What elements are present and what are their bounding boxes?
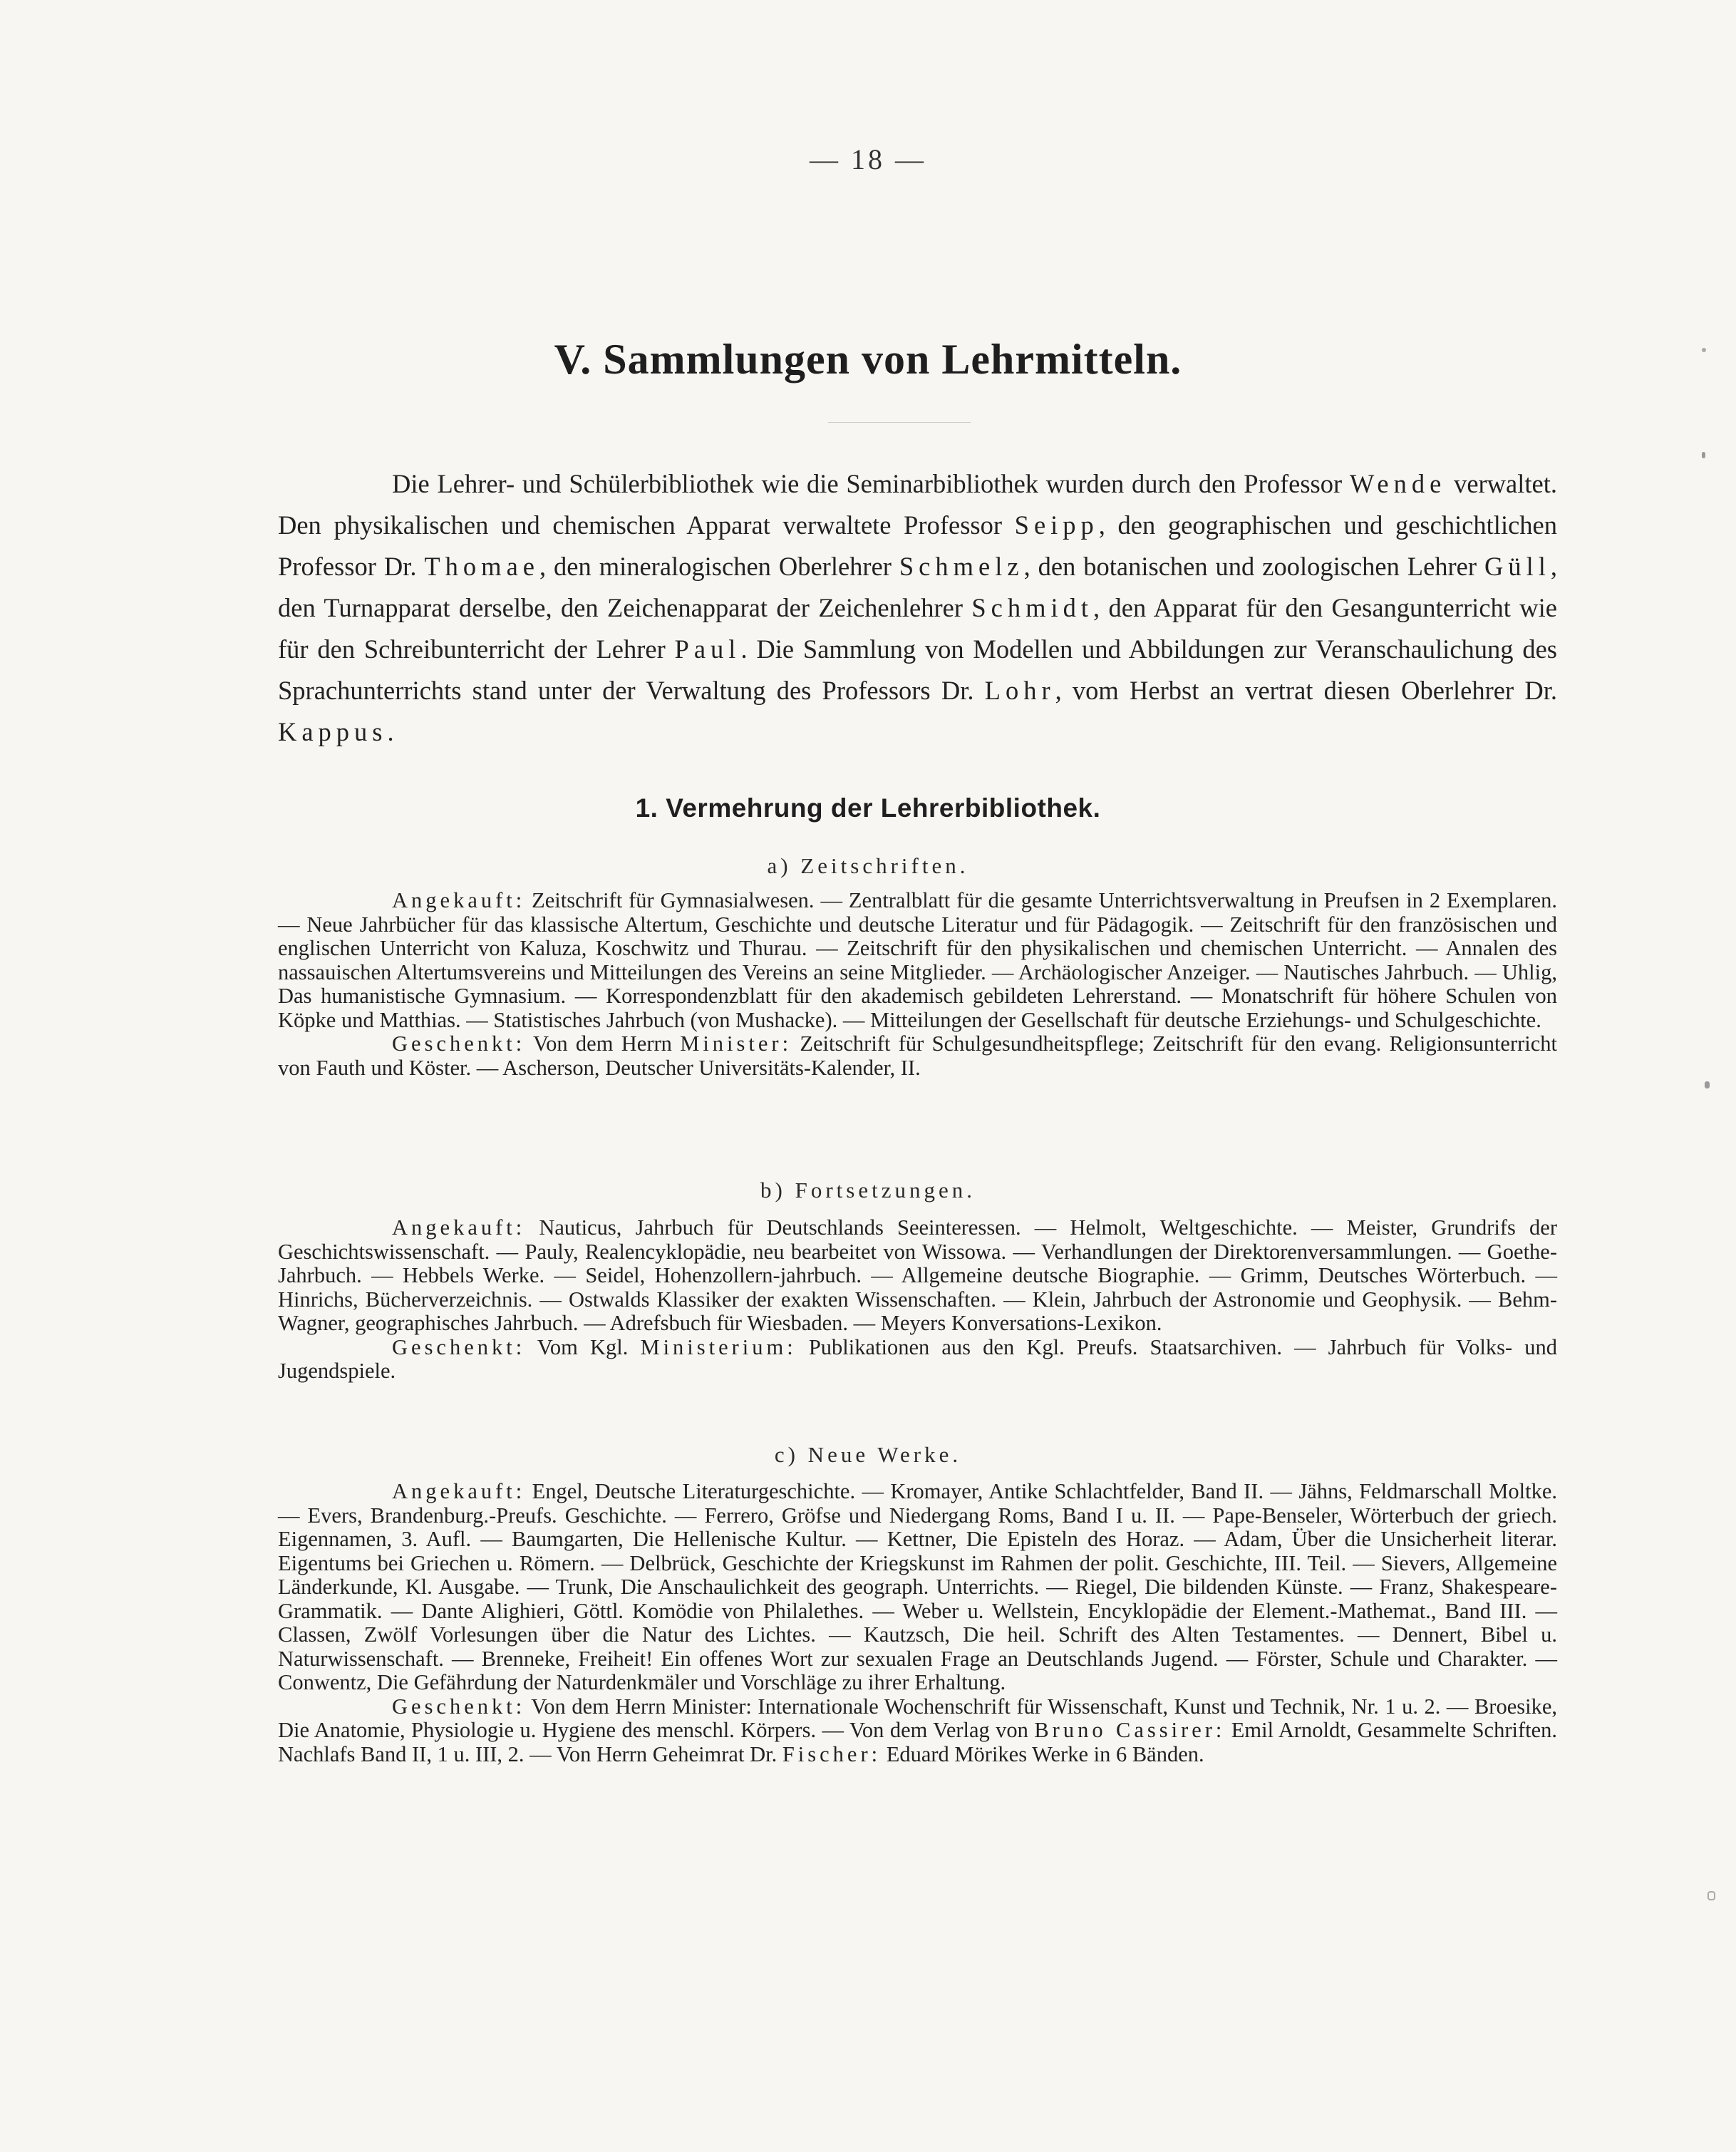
angekauft-label: Angekauft:: [392, 1479, 526, 1503]
ministerium-label: Ministerium:: [640, 1334, 797, 1359]
name-wende: Wende: [1349, 469, 1447, 498]
zeitschriften-angekauft: [278, 889, 1557, 1032]
scan-speck: [1702, 348, 1706, 352]
zeitschriften-geschenkt: [278, 1032, 1557, 1080]
angekauft-text: Engel, Deutsche Literaturgeschichte. — Kromayer, Antike Schlachtfelder, Band II. — Jähns, Feldmarschall Moltke. — Evers, Brandenburg.-Preufs. Geschichte. — Ferrero, Gröfse und Niedergang Roms, Band I u. II. — Pape-Benseler, Wörterbuch der griech. Eigennamen, 3. Aufl. — Baumgarten, Die Hellenische Kultur. — Kettner, Die Episteln des Horaz. — Adam, Über die Unsicherheit literar. Eigentums bei Griechen u. Römern. — Delbrück, Geschichte der Kriegskunst im Rahmen der polit. Geschichte, III. Teil. — Sievers, Allgemeine Länderkunde, Kl. Ausgabe. — Trunk, Die Anschaulichkeit des geograph. Unterrichts. — Riegel, Die bildenden Künste. — Franz, Shakespeare-Grammatik. — Dante Alighieri, Göttl. Komödie von Philalethes. — Weber u. Wellstein, Encyklopädie der Element.-Mathemat., Band III. — Classen, Zwölf Vorlesungen über die Natur des Lichtes. — Kautzsch, Die heil. Schrift des Alten Testamentes. — Dennert, Bibel u. Naturwissenschaft. — Brenneke, Freiheit! Ein offenes Wort zur sexualen Frage an Deutschlands Jugend. — Förster, Schule und Charakter. — Conwentz, Die Gefährdung der Naturdenkmäler und Vorschläge zu ihrer Erhaltung.: [278, 1479, 1557, 1694]
intro-text-1: Die Lehrer- und Schülerbibliothek wie die Seminarbibliothek wurden durch den Professor: [392, 469, 1350, 498]
name-fischer: Fischer:: [782, 1741, 882, 1766]
name-guell: Güll: [1484, 552, 1551, 581]
section-title: V. Sammlungen von Lehrmitteln.: [554, 336, 1182, 383]
name-seipp: Seipp: [1014, 510, 1099, 540]
scan-speck: [1702, 452, 1705, 458]
name-paul: Paul: [674, 634, 741, 664]
intro-text-5: , den botanischen und zoologischen Lehrer: [1023, 552, 1484, 581]
neue-werke-block: [278, 1480, 1557, 1766]
geschenkt-text: Zeitschrift für Schulgesundheitspflege; Zeitschrift für den evang. Religionsunterricht von Fauth und Köster. — Ascherson, Deutscher Universitäts-Kalender, II.: [278, 1031, 1558, 1080]
geschenkt-label: Geschenkt:: [392, 1334, 526, 1359]
geschenkt-text-2: Emil Arnoldt, Gesammelte Schriften. Nachlafs Band II, 1 u. III, 2. — Von Herrn Geheimrat Dr.: [278, 1718, 1557, 1766]
fortsetzungen-angekauft: [278, 1216, 1557, 1336]
intro-text-7: , den Apparat für den Gesangunterricht wie für den Schreibunterricht der Lehrer: [278, 593, 1557, 664]
name-bruno-cassirer: Bruno Cassirer:: [1034, 1718, 1226, 1742]
name-lohr: Lohr: [984, 676, 1055, 705]
neue-werke-geschenkt: [278, 1695, 1557, 1767]
name-thomae: Thomae: [424, 552, 539, 581]
geschenkt-label: Geschenkt:: [392, 1031, 526, 1056]
name-kappus: Kappus: [278, 717, 388, 746]
zeitschriften-block: [278, 889, 1557, 1080]
geschenkt-text-3: Eduard Mörikes Werke in 6 Bänden.: [881, 1741, 1204, 1766]
angekauft-label: Angekauft:: [392, 888, 526, 912]
geschenkt-text: Publikationen aus den Kgl. Preufs. Staatsarchiven. — Jahrbuch für Volks- und Jugendspiele.: [278, 1334, 1557, 1383]
geschenkt-pre: Vom Kgl.: [525, 1334, 641, 1359]
subsection-heading: 1. Vermehrung der Lehrerbibliothek.: [635, 793, 1101, 823]
angekauft-text: Zeitschrift für Gymnasialwesen. — Zentralblatt für die gesamte Unterrichtsverwaltung in Preufsen in 2 Exemplaren. — Neue Jahrbücher für das klassische Altertum, Geschichte und deutsche Literatur und für Pädagogik. — Zeitschrift für den französischen und englischen Unterricht von Kaluza, Koschwitz und Thurau. — Zeitschrift für den physikalischen und chemischen Unterricht. — Annalen des nassauischen Altertumsvereins und Mitteilungen des Vereins an seine Mitglieder. — Archäologischer Anzeiger. — Nautisches Jahrbuch. — Uhlig, Das humanistische Gymnasium. — Korrespondenzblatt für den akademisch gebildeten Lehrerstand. — Monatschrift für höhere Schulen von Köpke und Matthias. — Statistisches Jahrbuch (von Mushacke). — Mitteilungen der Gesellschaft für deutsche Erziehungs- und Schulgeschichte.: [278, 888, 1557, 1032]
angekauft-text: Nauticus, Jahrbuch für Deutschlands Seeinteressen. — Helmolt, Weltgeschichte. — Meister, Grundrifs der Geschichtswissenschaft. — Pauly, Realencyklopädie, neu bearbeitet von Wissowa. — Verhandlungen der Direktorenversammlungen. — Goethe-Jahrbuch. — Hebbels Werke. — Seidel, Hohenzollern-jahrbuch. — Allgemeine deutsche Biographie. — Grimm, Deutsches Wörterbuch. — Hinrichs, Bücherverzeichnis. — Ostwalds Klassiker der exakten Wissenschaften. — Klein, Jahrbuch der Astronomie und Geophysik. — Behm-Wagner, geographisches Jahrbuch. — Adrefsbuch für Wiesbaden. — Meyers Konversations-Lexikon.: [278, 1215, 1557, 1335]
neue-werke-heading: c) Neue Werke.: [774, 1442, 962, 1467]
intro-text-8: . Die Sammlung von Modellen und Abbildungen zur Veranschaulichung des Sprachunterrichts stand unter der Verwaltung des Professors Dr.: [278, 634, 1557, 705]
intro-text: [278, 463, 1557, 753]
intro-text-3: , den geographischen und geschichtlichen Professor Dr.: [278, 510, 1557, 581]
angekauft-label: Angekauft:: [392, 1215, 526, 1240]
zeitschriften-heading: a) Zeitschriften.: [767, 853, 969, 878]
geschenkt-text-1: Von dem Herrn Minister: Internationale Wochenschrift für Wissenschaft, Kunst und Technik, Nr. 1 u. 2. — Broesike, Die Anatomie, Physiologie u. Hygiene des menschl. Körpers. — Von dem Verlag von: [278, 1694, 1557, 1742]
intro-text-6: , den Turnapparat derselbe, den Zeichenapparat der Zeichenlehrer: [278, 552, 1557, 622]
title-divider: [828, 422, 971, 423]
name-schmidt: Schmidt: [971, 593, 1094, 622]
fortsetzungen-block: [278, 1216, 1557, 1384]
fortsetzungen-geschenkt: [278, 1336, 1557, 1384]
intro-text-2: verwaltet. Den physikalischen und chemischen Apparat verwaltete Professor: [278, 469, 1557, 540]
scan-speck: [1705, 1081, 1710, 1088]
page-number: — 18 —: [810, 143, 926, 175]
neue-werke-angekauft: [278, 1480, 1557, 1695]
intro-text-10: .: [387, 717, 394, 746]
minister-label: Minister:: [680, 1031, 792, 1056]
intro-text-4: , den mineralogischen Oberlehrer: [539, 552, 899, 581]
name-schmelz: Schmelz: [899, 552, 1024, 581]
intro-paragraph: [278, 463, 1557, 753]
fortsetzungen-heading: b) Fortsetzungen.: [760, 1178, 976, 1203]
scan-speck: [1707, 1891, 1715, 1900]
geschenkt-pre: Von dem Herrn: [525, 1031, 681, 1056]
geschenkt-label: Geschenkt:: [392, 1694, 526, 1719]
intro-text-9: , vom Herbst an vertrat diesen Oberlehrer Dr.: [1055, 676, 1557, 705]
